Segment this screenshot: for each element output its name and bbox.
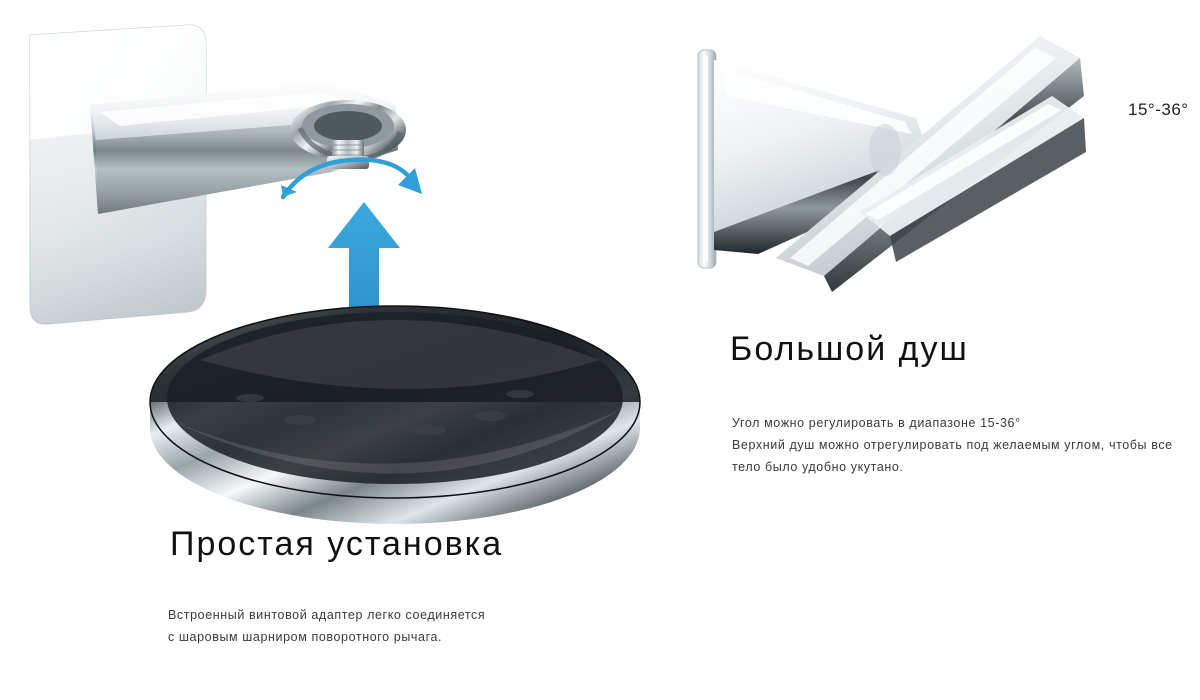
pivot-joint (869, 124, 901, 176)
right-body-line-2: Верхний душ можно отрегулировать под желаемым углом, чтобы все (732, 438, 1173, 452)
right-section-body (732, 412, 1192, 478)
right-feature-panel (680, 0, 1200, 700)
left-body-line-2: с шаровым шарниром поворотного рычага. (168, 630, 443, 644)
right-body-line-3: тело было удобно укутано. (732, 460, 904, 474)
left-section-body (168, 604, 588, 648)
angle-range-label: 15°-36° (1128, 100, 1189, 119)
wall-mount-plate (698, 50, 716, 268)
left-section-heading: Простая установка (170, 525, 504, 563)
up-arrow-icon (328, 202, 400, 318)
shower-head (150, 306, 640, 524)
left-body-line-1: Встроенный винтовой адаптер легко соединяется (168, 608, 486, 622)
right-section-heading: Большой душ (730, 330, 969, 368)
right-body-line-1: Угол можно регулировать в диапазоне 15-36° (732, 416, 1021, 430)
